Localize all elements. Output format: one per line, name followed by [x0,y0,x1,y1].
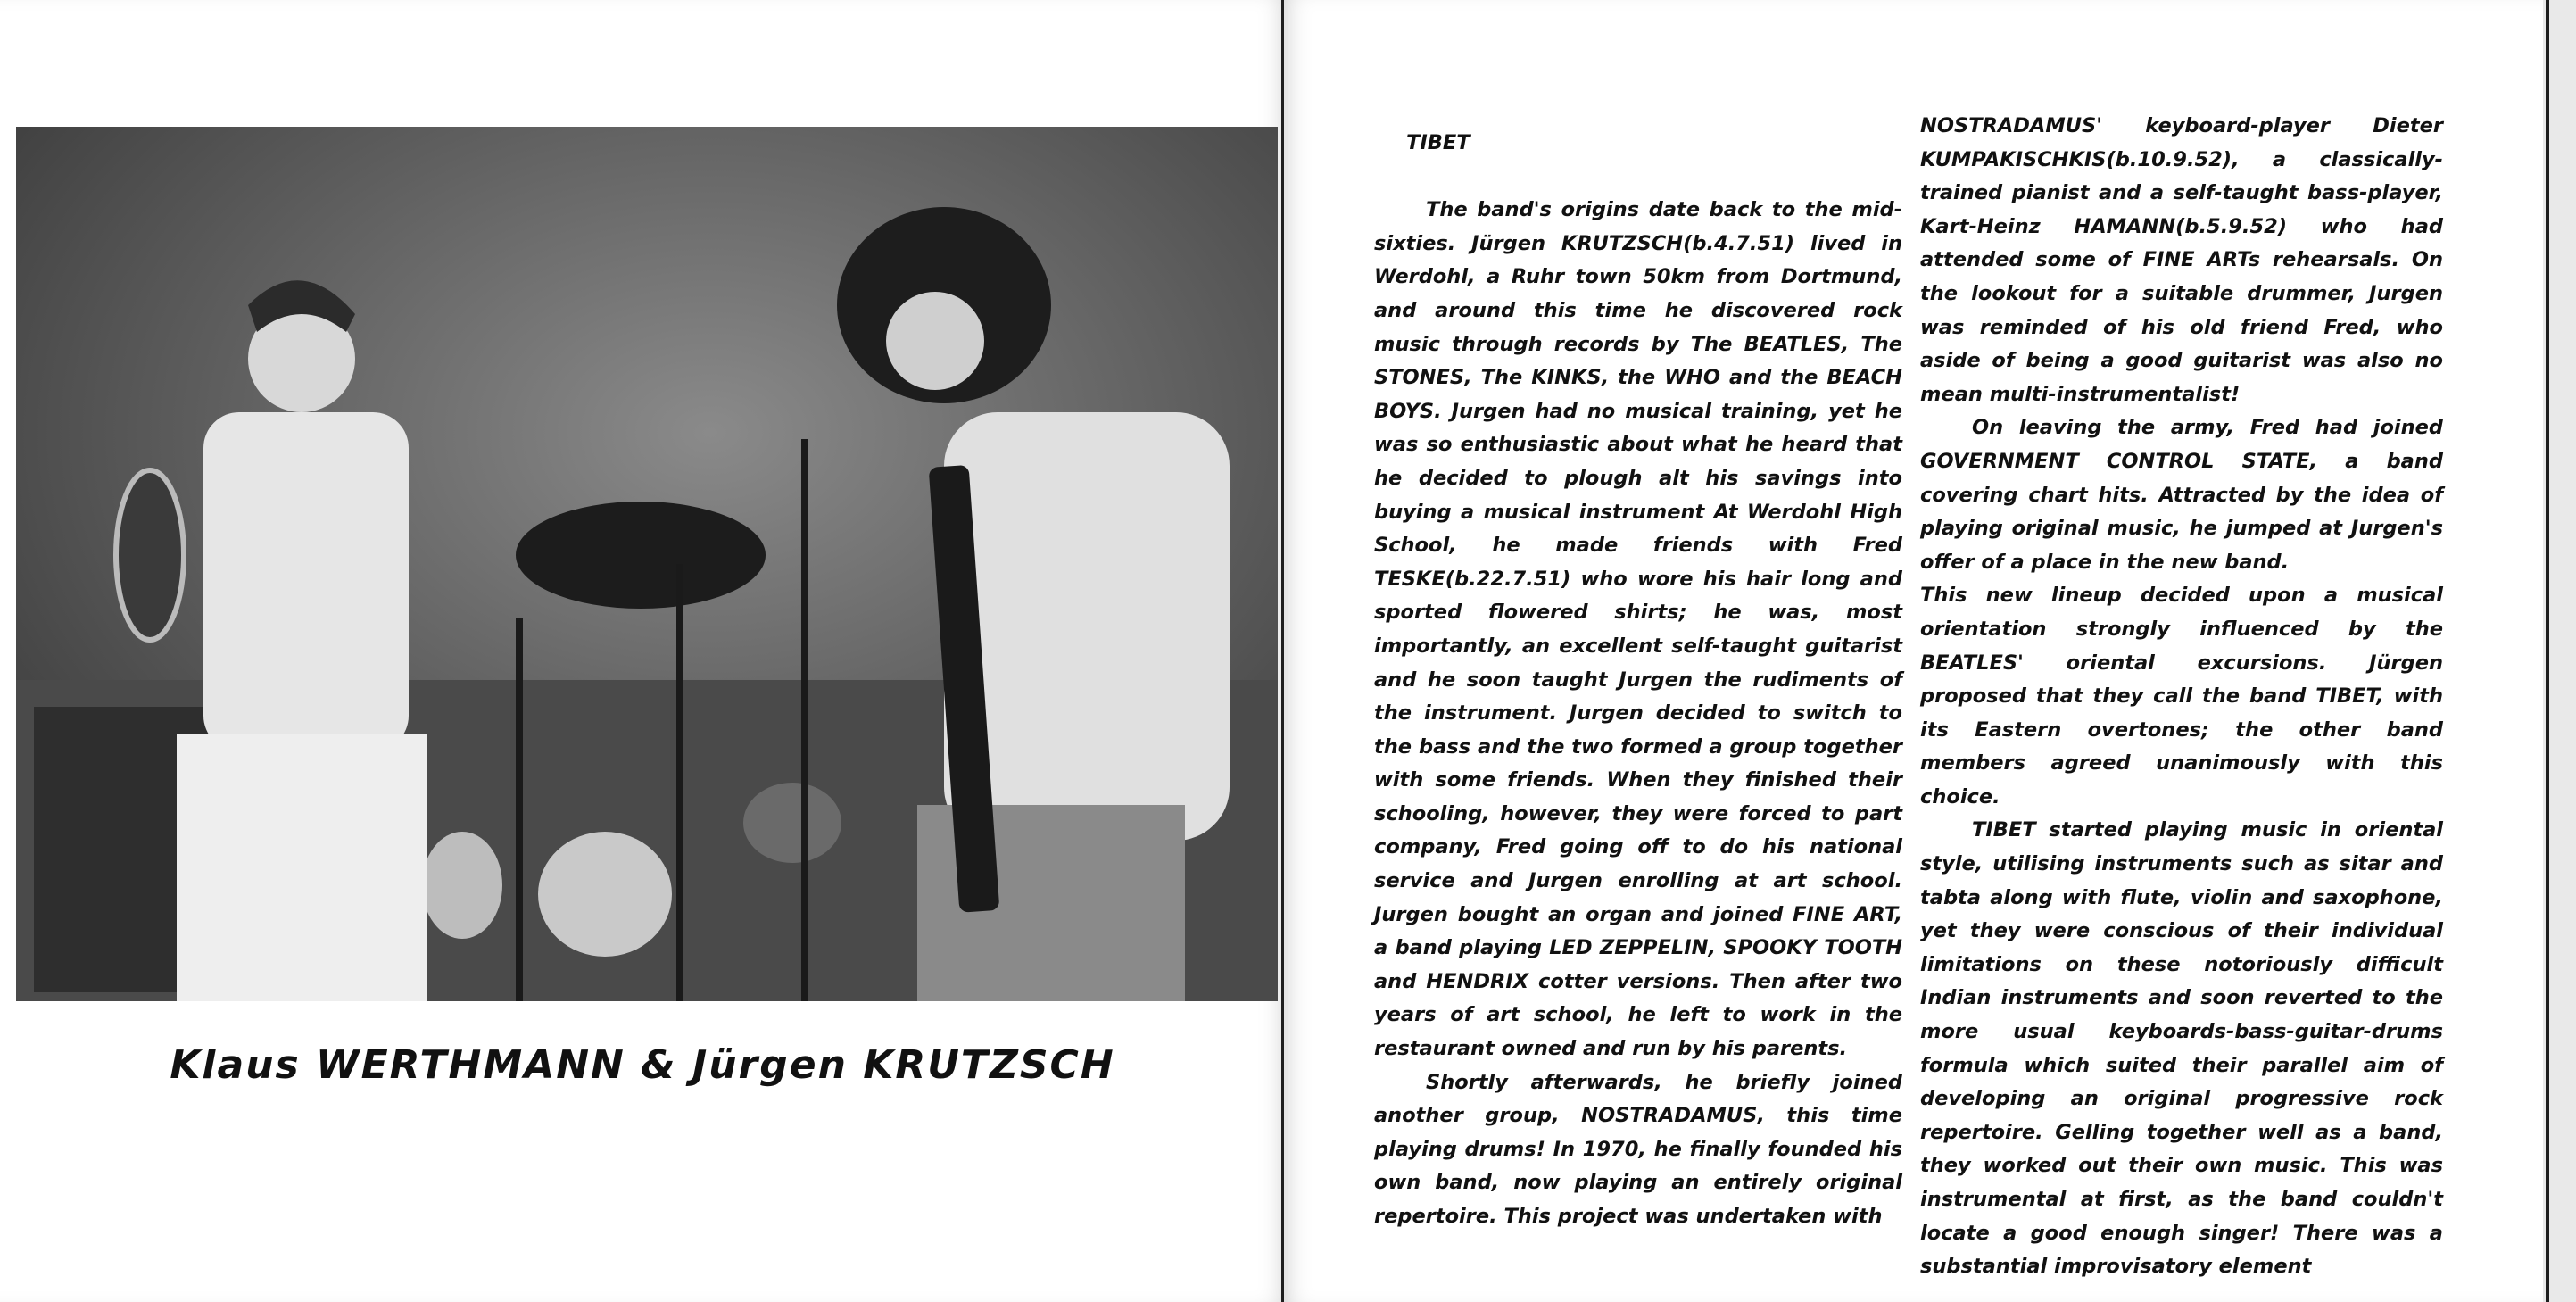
paragraph: Shortly afterwards, he briefly joined another group, NOSTRADAMUS, this time playing drums! In 1970, he finally founded his own band, now playing an entirely original repertoire. This project was undertaken with [1374,1070,1902,1228]
text-column-2 [1920,110,2443,1284]
left-page [0,0,1285,1302]
paragraph: The band's origins date back to the mid-sixties. Jürgen KRUTZSCH(b.4.7.51) lived in Werdohl, a Ruhr town 50km from Dortmund, and around this time he discovered rock music through records by The BEATLES, The STONES, The KINKS, the WHO and the BEACH BOYS. Jurgen had no musical training, yet he was so enthusiastic about what he heard that he decided to plough alt his savings into buying a musical instrument At Werdohl High School, he made friends with Fred TESKE(b.22.7.51) who wore his hair long and sported flowered shirts; he was, most importantly, an excellent self-taught guitarist and he soon taught Jurgen the rudiments of the instrument. Jurgen decided to switch to the bass and the two formed a group together with some friends. When they finished their schooling, however, they were forced to part company, Fred going off to do his national service and Jurgen enrolling at art school. Jurgen bought an organ and joined FINE ART, a band playing LED ZEPPELIN, SPOOKY TOOTH and HENDRIX cotter versions. Then after two years of art school, he left to work in the restaurant owned and run by his parents. [1374,198,1902,1061]
text-column-1 [1374,127,1902,1234]
paragraph: On leaving the army, Fred had joined GOVERNMENT CONTROL STATE, a band covering chart hits. Attracted by the idea of playing original music, he jumped at Jurgen's offer of a place in the new band. [1920,416,2443,574]
paragraph: This new lineup decided upon a musical orientation strongly influenced by the BEATLES' oriental excursions. Jürgen proposed that they call the band TIBET, with its Eastern overtones; the other band members agreed unanimously with this choice. [1920,584,2443,809]
photo-caption: Klaus WERTHMANN & Jürgen KRUTZSCH [170,1042,1115,1088]
right-page-edge [2546,0,2549,1302]
spine-left-edge [1281,0,1284,1302]
paragraph: NOSTRADAMUS' keyboard-player Dieter KUMPAKISCHKIS(b.10.9.52), a classically-trained pianist and a self-taught bass-player, Kart-Heinz HAMANN(b.5.9.52) who had attended some of FINE ARTs rehearsals. On the lookout for a suitable drummer, Jurgen was reminded of his old friend Fred, who aside of being a good guitarist was also no mean multi-instrumentalist! [1920,114,2443,406]
band-photo [16,127,1278,1001]
article-title: TIBET [1406,131,1470,154]
band-photo-image [16,127,1278,1001]
paragraph: TIBET started playing music in oriental style, utilising instruments such as sitar and tabta along with flute, violin and saxophone, yet they were conscious of their individual limitations on these notoriously difficult Indian instruments and soon reverted to the more usual keyboards-bass-guitar-drums formula which suited their parallel aim of developing an original progressive rock repertoire. Gelling together well as a band, they worked out their own music. This was instrumental at first, as the band couldn't locate a good enough singer! There was a substantial improvisatory element [1920,818,2443,1279]
